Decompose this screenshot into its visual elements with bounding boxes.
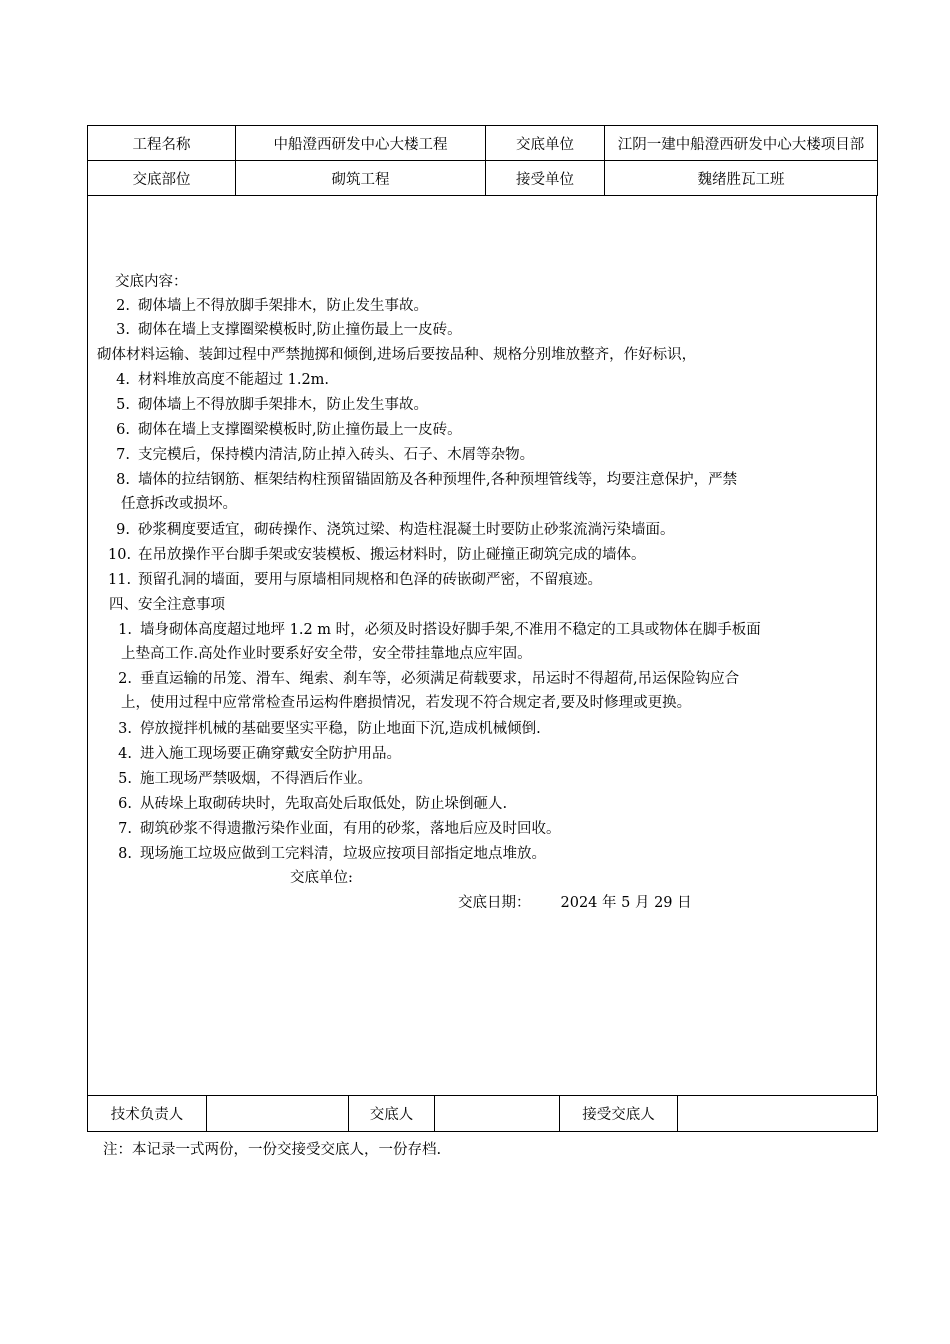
project-name-label: 工程名称 (88, 126, 236, 161)
content-title: 交底内容： (115, 274, 188, 290)
sign-unit-label: 交底单位: (290, 870, 353, 886)
receiver-value: 魏绪胜瓦工班 (605, 161, 878, 196)
receiver-sign-field[interactable] (678, 1096, 878, 1132)
discloser-label: 交底人 (349, 1096, 435, 1132)
list-item: 4. 材料堆放高度不能超过 1.2m. (116, 372, 330, 388)
tech-lead-field[interactable] (207, 1096, 349, 1132)
list-item: 6. 砌体在墙上支撑圈梁模板时,防止撞伤最上一皮砖。 (116, 422, 462, 438)
safety-item: 7. 砌筑砂浆不得遗撒污染作业面，有用的砂浆，落地后应及时回收。 (118, 821, 561, 837)
issuer-label: 交底单位 (486, 126, 605, 161)
safety-item-1-continued: 上垫高工作.高处作业时要系好安全带，安全带挂靠地点应牢固。 (121, 646, 532, 662)
safety-item: 4. 进入施工现场要正确穿戴安全防护用品。 (118, 746, 401, 762)
safety-item-2-continued: 上，使用过程中应常常检查吊运构件磨损情况，若发现不符合规定者,要及时修理或更换。 (121, 695, 692, 711)
discloser-field[interactable] (435, 1096, 560, 1132)
list-item: 7. 支完模后，保持模内清洁,防止掉入砖头、石子、木屑等杂物。 (116, 447, 535, 463)
list-item: 5. 砌体墙上不得放脚手架排木，防止发生事故。 (116, 397, 428, 413)
header-table (87, 125, 878, 196)
part-label: 交底部位 (88, 161, 236, 196)
safety-item: 5. 施工现场严禁吸烟，不得酒后作业。 (118, 771, 372, 787)
list-item: 2. 砌体墙上不得放脚手架排木，防止发生事故。 (116, 298, 428, 314)
list-item: 11. 预留孔洞的墙面，要用与原墙相同规格和色泽的砖嵌砌严密，不留痕迹。 (108, 572, 602, 588)
list-item: 10. 在吊放操作平台脚手架或安装模板、搬运材料时，防止碰撞正砌筑完成的墙体。 (108, 547, 646, 563)
list-item-8-continued: 任意拆改或损坏。 (121, 496, 237, 512)
disclosure-content (87, 196, 877, 1096)
footer-note: 注：本记录一式两份，一份交接受交底人，一份存档. (103, 1142, 442, 1158)
material-line: 砌体材料运输、装卸过程中严禁抛掷和倾倒,进场后要按品种、规格分别堆放整齐，作好标识， (97, 347, 697, 363)
receiver-label: 接受单位 (486, 161, 605, 196)
list-item-8: 8. 墙体的拉结钢筋、框架结构柱预留锚固筋及各种预埋件,各种预埋管线等，均要注意保护，严禁 (116, 472, 738, 488)
issuer-value: 江阴一建中船澄西研发中心大楼项目部 (605, 126, 878, 161)
list-item: 9. 砂浆稠度要适宜，砌砖操作、浇筑过梁、构造柱混凝土时要防止砂浆流淌污染墙面。 (116, 522, 675, 538)
receiver-sign-label: 接受交底人 (560, 1096, 678, 1132)
disclosure-date: 交底日期： 2024 年 5 月 29 日 (458, 895, 692, 911)
disclosure-form (87, 125, 877, 1132)
list-item: 3. 砌体在墙上支撑圈梁模板时,防止撞伤最上一皮砖。 (116, 322, 462, 338)
safety-item: 6. 从砖垛上取砌砖块时，先取高处后取低处，防止垛倒砸人. (118, 796, 508, 812)
safety-item: 3. 停放搅拌机械的基础要坚实平稳，防止地面下沉,造成机械倾倒. (118, 721, 541, 737)
safety-item-1: 1. 墙身砌体高度超过地坪 1.2 m 时，必须及时搭设好脚手架,不准用不稳定的工具或物体在脚手板面 (118, 622, 761, 638)
safety-item: 8. 现场施工垃圾应做到工完料清，垃圾应按项目部指定地点堆放。 (118, 846, 546, 862)
project-name-value: 中船澄西研发中心大楼工程 (236, 126, 486, 161)
safety-item-2: 2. 垂直运输的吊笼、滑车、绳索、刹车等，必须满足荷载要求，吊运时不得超荷,吊运保险钩应合 (118, 671, 740, 687)
tech-lead-label: 技术负责人 (88, 1096, 207, 1132)
safety-title: 四、安全注意事项 (109, 597, 225, 613)
part-value: 砌筑工程 (236, 161, 486, 196)
signature-table (87, 1096, 878, 1132)
